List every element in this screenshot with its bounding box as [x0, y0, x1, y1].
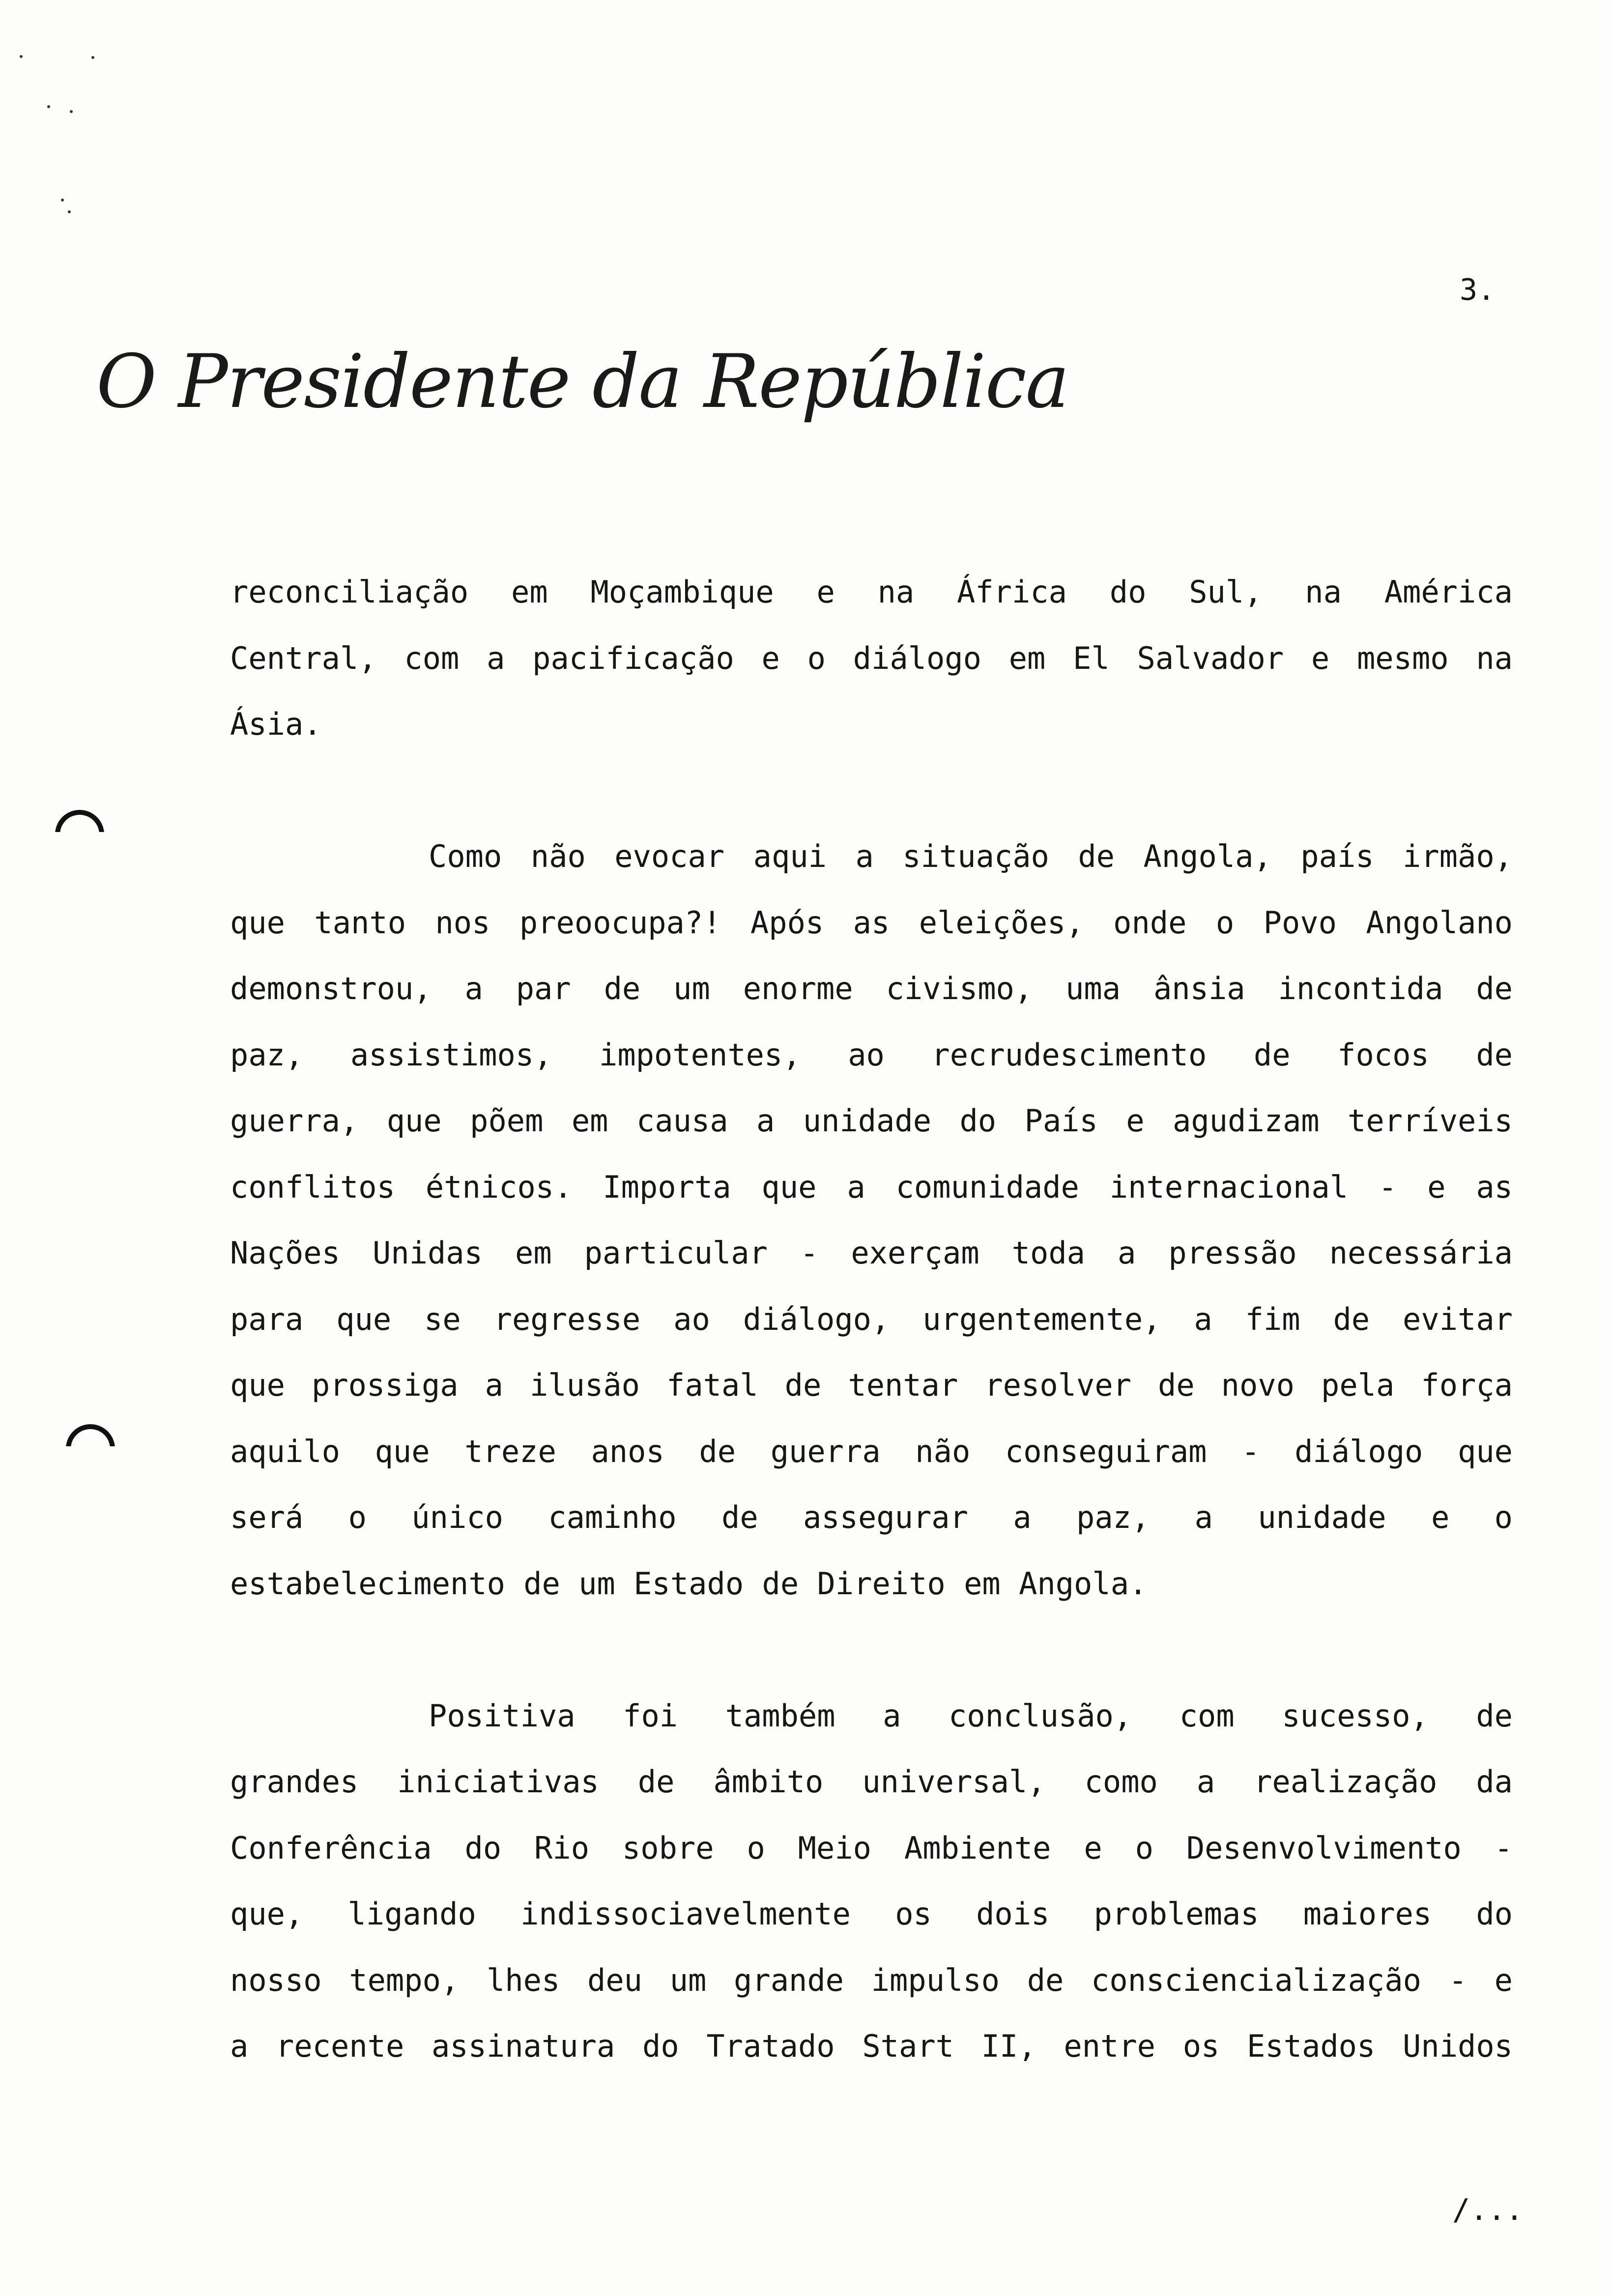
punch-hole-mark: [55, 810, 104, 859]
text-line: demonstrou, a par de um enorme civismo, uma ânsia incontida de: [230, 971, 1513, 1006]
scan-speck: [68, 210, 71, 213]
text-line: será o único caminho de assegurar a paz, a unidade e o: [230, 1499, 1513, 1535]
text-line: que prossiga a ilusão fatal de tentar resolver de novo pela força: [230, 1367, 1513, 1403]
continuation-mark: /...: [1452, 2193, 1524, 2227]
text-line: Conferência do Rio sobre o Meio Ambiente e o Desenvolvimento -: [230, 1830, 1513, 1866]
text-line: Ásia.: [230, 706, 322, 742]
text-line: que, ligando indissociavelmente os dois problemas maiores do: [230, 1896, 1513, 1932]
scan-speck: [47, 105, 50, 108]
text-line: a recente assinatura do Tratado Start II, entre os Estados Unidos: [230, 2028, 1513, 2064]
scan-speck: [91, 56, 94, 59]
scan-speck: [61, 199, 64, 201]
text-line: que tanto nos preoocupa?! Após as eleições, onde o Povo Angolano: [230, 904, 1513, 941]
text-line: aquilo que treze anos de guerra não conseguiram - diálogo que: [230, 1433, 1513, 1469]
text-line: estabelecimento de um Estado de Direito em Angola.: [230, 1565, 1148, 1602]
paragraph-3: [230, 1683, 1513, 2080]
text-line: Central, com a pacificação e o diálogo em El Salvador e mesmo na: [230, 640, 1513, 676]
paragraph-1: [230, 559, 1513, 758]
text-line: nosso tempo, lhes deu um grande impulso de consciencialização - e: [230, 1962, 1513, 1998]
text-line: grandes iniciativas de âmbito universal, como a realização da: [230, 1764, 1513, 1800]
text-line: Nações Unidas em particular - exerçam toda a pressão necessária: [230, 1235, 1513, 1271]
punch-hole-mark: [66, 1424, 115, 1473]
text-line: guerra, que põem em causa a unidade do País e agudizam terríveis: [230, 1103, 1513, 1139]
text-line: reconciliação em Moçambique e na África do Sul, na América: [230, 574, 1513, 610]
scan-speck: [20, 55, 23, 58]
body-text: [230, 559, 1513, 2146]
text-line: Positiva foi também a conclusão, com sucesso, de: [429, 1697, 1513, 1734]
letterhead-script: O Presidente da República: [96, 339, 1069, 425]
text-line: conflitos étnicos. Importa que a comunidade internacional - e as: [230, 1169, 1513, 1205]
text-line: para que se regresse ao diálogo, urgentemente, a fim de evitar: [230, 1301, 1513, 1337]
text-line: paz, assistimos, impotentes, ao recrudescimento de focos de: [230, 1036, 1513, 1073]
paragraph-2: [230, 824, 1513, 1617]
scan-speck: [70, 110, 73, 113]
page-number: 3.: [1460, 273, 1496, 307]
text-line: Como não evocar aqui a situação de Angola, país irmão,: [429, 838, 1513, 874]
